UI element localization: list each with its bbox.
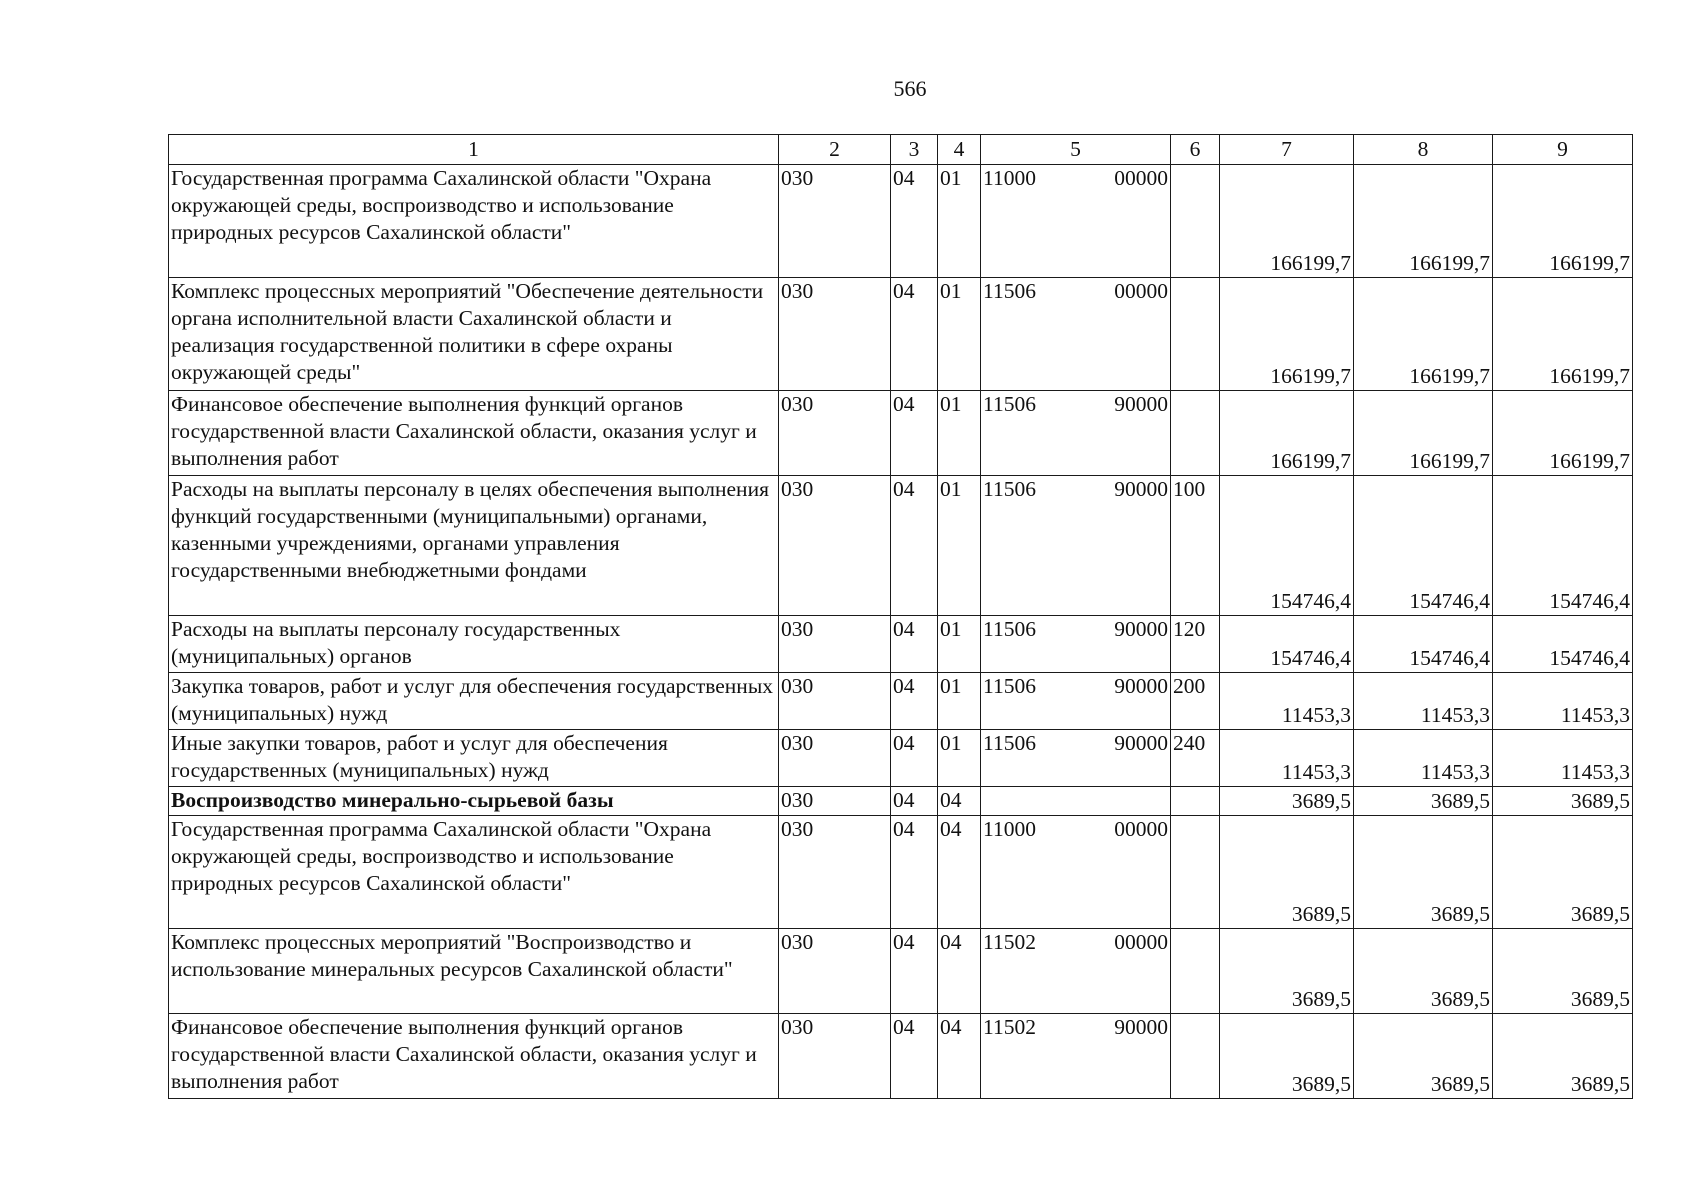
amount-col-8: 3689,5: [1354, 816, 1493, 929]
section-code: 04: [891, 787, 938, 816]
target-program-code: 11502: [983, 930, 1036, 954]
item-name: Финансовое обеспечение выполнения функций органов государственной власти Сахалинской области, оказания услуг и выполнения работ: [169, 1014, 779, 1099]
section-code: 04: [891, 391, 938, 476]
amount-col-8: 166199,7: [1354, 165, 1493, 278]
target-article-code: [981, 391, 1171, 476]
table-row: [169, 391, 1633, 476]
header-cell-5: 5: [981, 135, 1171, 165]
header-cell-8: 8: [1354, 135, 1493, 165]
section-code: 04: [891, 476, 938, 616]
admin-code: 030: [779, 278, 891, 391]
subsection-code: 01: [938, 278, 981, 391]
item-name: Воспроизводство минерально-сырьевой базы: [169, 787, 779, 816]
target-article-wrap: [983, 616, 1168, 643]
target-direction-code: 90000: [1114, 392, 1168, 416]
admin-code: 030: [779, 673, 891, 730]
target-article-wrap: [983, 816, 1168, 843]
amount-col-9: 3689,5: [1493, 1014, 1633, 1099]
table-row: [169, 616, 1633, 673]
item-name: Комплекс процессных мероприятий "Воспроизводство и использование минеральных ресурсов Сахалинской области": [169, 929, 779, 1014]
target-article-code: [981, 1014, 1171, 1099]
target-program-code: 11506: [983, 279, 1036, 303]
amount-col-8: 166199,7: [1354, 278, 1493, 391]
target-article-code: [981, 616, 1171, 673]
subsection-code: 04: [938, 929, 981, 1014]
target-article-code: [981, 476, 1171, 616]
target-article-wrap: [983, 476, 1168, 503]
amount-col-9: 3689,5: [1493, 929, 1633, 1014]
target-article-code: [981, 165, 1171, 278]
target-article-code: [981, 278, 1171, 391]
expense-type-code: [1171, 278, 1220, 391]
target-article-wrap: [983, 391, 1168, 418]
amount-col-9: 3689,5: [1493, 787, 1633, 816]
header-row: [169, 135, 1633, 165]
amount-col-7: 11453,3: [1220, 730, 1354, 787]
target-direction-code: 00000: [1114, 930, 1168, 954]
target-article-code: [981, 816, 1171, 929]
item-name: Закупка товаров, работ и услуг для обеспечения государственных (муниципальных) нужд: [169, 673, 779, 730]
section-code: 04: [891, 616, 938, 673]
amount-col-9: 154746,4: [1493, 476, 1633, 616]
amount-col-8: 11453,3: [1354, 730, 1493, 787]
table-row: [169, 165, 1633, 278]
subsection-code: 01: [938, 730, 981, 787]
target-program-code: 11506: [983, 731, 1036, 755]
amount-col-8: 166199,7: [1354, 391, 1493, 476]
amount-col-9: 166199,7: [1493, 165, 1633, 278]
expense-type-code: [1171, 816, 1220, 929]
expense-type-code: 200: [1171, 673, 1220, 730]
header-cell-7: 7: [1220, 135, 1354, 165]
amount-col-8: 11453,3: [1354, 673, 1493, 730]
header-cell-4: 4: [938, 135, 981, 165]
amount-col-7: 3689,5: [1220, 816, 1354, 929]
expense-type-code: 120: [1171, 616, 1220, 673]
amount-col-7: 11453,3: [1220, 673, 1354, 730]
table-row: [169, 730, 1633, 787]
expense-type-code: 100: [1171, 476, 1220, 616]
item-name: Расходы на выплаты персоналу в целях обеспечения выполнения функций государственными (муниципальными) органами, казенными учреждениями, органами управления государственными внебюджетными фондами: [169, 476, 779, 616]
amount-col-8: 154746,4: [1354, 476, 1493, 616]
table-row: [169, 476, 1633, 616]
admin-code: 030: [779, 787, 891, 816]
admin-code: 030: [779, 929, 891, 1014]
header-cell-1: 1: [169, 135, 779, 165]
expense-type-code: [1171, 1014, 1220, 1099]
target-program-code: 11506: [983, 617, 1036, 641]
target-direction-code: 90000: [1114, 477, 1168, 501]
target-program-code: 11502: [983, 1015, 1036, 1039]
table-row: [169, 673, 1633, 730]
amount-col-9: 166199,7: [1493, 278, 1633, 391]
target-program-code: 11506: [983, 674, 1036, 698]
target-article-wrap: [983, 929, 1168, 956]
target-program-code: 11000: [983, 817, 1036, 841]
subsection-code: 01: [938, 391, 981, 476]
target-program-code: 11506: [983, 392, 1036, 416]
target-program-code: 11506: [983, 477, 1036, 501]
subsection-code: 04: [938, 787, 981, 816]
target-program-code: 11000: [983, 166, 1036, 190]
subsection-code: 01: [938, 616, 981, 673]
amount-col-7: 154746,4: [1220, 476, 1354, 616]
item-name: Государственная программа Сахалинской области "Охрана окружающей среды, воспроизводство и использование природных ресурсов Сахалинской области": [169, 165, 779, 278]
section-code: 04: [891, 929, 938, 1014]
target-article-wrap: [983, 1014, 1168, 1041]
table-row: [169, 787, 1633, 816]
item-name: Государственная программа Сахалинской области "Охрана окружающей среды, воспроизводство и использование природных ресурсов Сахалинской области": [169, 816, 779, 929]
subsection-code: 04: [938, 816, 981, 929]
target-article-wrap: [983, 730, 1168, 757]
target-direction-code: 00000: [1114, 166, 1168, 190]
header-cell-2: 2: [779, 135, 891, 165]
section-code: 04: [891, 673, 938, 730]
item-name: Расходы на выплаты персоналу государственных (муниципальных) органов: [169, 616, 779, 673]
amount-col-8: 3689,5: [1354, 929, 1493, 1014]
subsection-code: 01: [938, 165, 981, 278]
target-direction-code: 90000: [1114, 731, 1168, 755]
amount-col-7: 3689,5: [1220, 787, 1354, 816]
expense-type-code: [1171, 929, 1220, 1014]
subsection-code: 01: [938, 673, 981, 730]
target-article-code: [981, 673, 1171, 730]
section-code: 04: [891, 165, 938, 278]
expense-type-code: [1171, 165, 1220, 278]
amount-col-9: 11453,3: [1493, 673, 1633, 730]
item-name: Иные закупки товаров, работ и услуг для обеспечения государственных (муниципальных) нужд: [169, 730, 779, 787]
section-code: 04: [891, 278, 938, 391]
amount-col-9: 154746,4: [1493, 616, 1633, 673]
amount-col-9: 166199,7: [1493, 391, 1633, 476]
admin-code: 030: [779, 730, 891, 787]
target-direction-code: 90000: [1114, 617, 1168, 641]
expense-type-code: [1171, 787, 1220, 816]
admin-code: 030: [779, 165, 891, 278]
section-code: 04: [891, 1014, 938, 1099]
amount-col-8: 3689,5: [1354, 1014, 1493, 1099]
subsection-code: 04: [938, 1014, 981, 1099]
table-row: [169, 278, 1633, 391]
target-direction-code: 00000: [1114, 279, 1168, 303]
table-row: [169, 816, 1633, 929]
table-row: [169, 1014, 1633, 1099]
amount-col-8: 3689,5: [1354, 787, 1493, 816]
amount-col-9: 11453,3: [1493, 730, 1633, 787]
header-cell-3: 3: [891, 135, 938, 165]
page-number: 566: [893, 76, 927, 101]
target-article-code: [981, 787, 1171, 816]
target-article-code: [981, 929, 1171, 1014]
table-body: [169, 135, 1633, 1099]
expense-type-code: 240: [1171, 730, 1220, 787]
admin-code: 030: [779, 816, 891, 929]
amount-col-9: 3689,5: [1493, 816, 1633, 929]
amount-col-7: 3689,5: [1220, 929, 1354, 1014]
section-code: 04: [891, 816, 938, 929]
table-row: [169, 929, 1633, 1014]
subsection-code: 01: [938, 476, 981, 616]
admin-code: 030: [779, 476, 891, 616]
admin-code: 030: [779, 616, 891, 673]
target-article-wrap: [983, 278, 1168, 305]
target-article-code: [981, 730, 1171, 787]
target-direction-code: 90000: [1114, 674, 1168, 698]
item-name: Финансовое обеспечение выполнения функций органов государственной власти Сахалинской области, оказания услуг и выполнения работ: [169, 391, 779, 476]
item-name: Комплекс процессных мероприятий "Обеспечение деятельности органа исполнительной власти Сахалинской области и реализация государственной политики в сфере охраны окружающей среды": [169, 278, 779, 391]
expense-type-code: [1171, 391, 1220, 476]
budget-table: [168, 134, 1633, 1099]
target-article-wrap: [983, 673, 1168, 700]
target-direction-code: 90000: [1114, 1015, 1168, 1039]
admin-code: 030: [779, 1014, 891, 1099]
amount-col-7: 154746,4: [1220, 616, 1354, 673]
admin-code: 030: [779, 391, 891, 476]
amount-col-8: 154746,4: [1354, 616, 1493, 673]
amount-col-7: 166199,7: [1220, 165, 1354, 278]
amount-col-7: 166199,7: [1220, 278, 1354, 391]
section-code: 04: [891, 730, 938, 787]
target-direction-code: 00000: [1114, 817, 1168, 841]
amount-col-7: 166199,7: [1220, 391, 1354, 476]
header-cell-6: 6: [1171, 135, 1220, 165]
target-article-wrap: [983, 165, 1168, 192]
amount-col-7: 3689,5: [1220, 1014, 1354, 1099]
header-cell-9: 9: [1493, 135, 1633, 165]
